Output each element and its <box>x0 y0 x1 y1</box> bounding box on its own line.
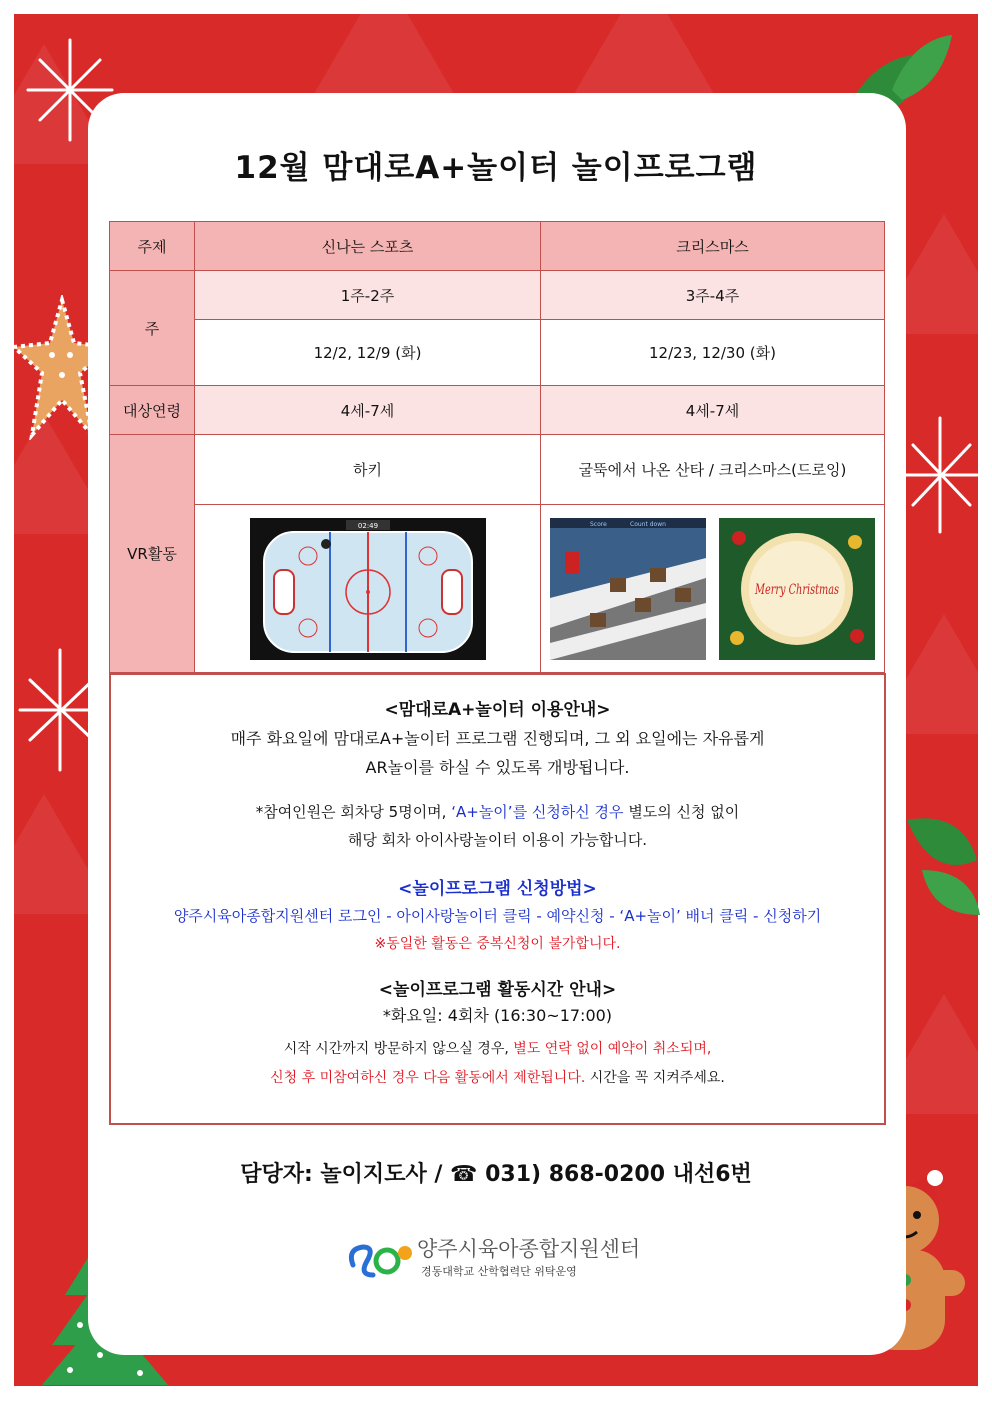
week-label: 주 <box>110 271 195 386</box>
participant-line-2: 해당 회차 아이사랑놀이터 이용이 가능합니다. <box>347 831 648 849</box>
usage-line-1: 매주 화요일에 맘대로A+놀이터 프로그램 진행되며, 그 외 요일에는 자유롭게 <box>230 729 765 748</box>
time-heading: <놀이프로그램 활동시간 안내> <box>378 980 617 1000</box>
merry-christmas-text: Merry Christmas <box>754 581 839 598</box>
logo-sub: 경동대학교 산학협력단 위탁운영 <box>421 1265 577 1278</box>
program-schedule-table <box>109 221 885 673</box>
holly-leaf-icon <box>902 800 982 920</box>
late-line-1 <box>111 1034 884 1064</box>
time-value: *화요일: 4회차 (16:30~17:00) <box>382 1006 613 1025</box>
frame-pattern <box>574 14 714 94</box>
topic-christmas: 크리스마스 <box>541 222 885 271</box>
contact-info: 담당자: 놀이지도사 / ☎ 031) 868-0200 내선6번 <box>240 1162 752 1187</box>
age-label: 대상연령 <box>110 386 195 435</box>
christmas-images-cell <box>541 505 885 673</box>
participant-prefix: *참여인원은 회차당 5명이며, <box>255 803 452 821</box>
santa-countdown: Count down <box>630 520 667 528</box>
page-title: 12월 맘대로A+놀이터 놀이프로그램 <box>234 150 758 186</box>
center-logo <box>345 1233 675 1283</box>
late-line-2 <box>111 1064 884 1092</box>
age-sports: 4세-7세 <box>195 386 541 435</box>
usage-heading: <맘대로A+놀이터 이용안내> <box>384 700 611 720</box>
participant-line-1 <box>111 798 884 826</box>
apply-warning: ※동일한 활동은 중복신청이 불가합니다. <box>374 936 621 952</box>
santa-chimney-image <box>550 518 706 660</box>
late-prefix: 시작 시간까지 방문하지 않으실 경우, <box>283 1041 514 1057</box>
merry-christmas-image <box>719 518 875 660</box>
late-line2-suffix: 시간을 꼭 지켜주세요. <box>585 1070 725 1086</box>
hockey-rink-image <box>250 518 486 660</box>
hockey-timer: 02:49 <box>357 521 378 530</box>
participant-highlight: ‘A+놀이’를 신청하신 경우 <box>451 803 624 821</box>
late-highlight: 별도 연락 없이 예약이 취소되며, <box>513 1041 712 1057</box>
frame-pattern <box>314 14 454 94</box>
usage-line-2: AR놀이를 하실 수 있도록 개방됩니다. <box>365 758 630 777</box>
week-range-christmas: 3주-4주 <box>541 271 885 320</box>
logo-name: 양주시육아종합지원센터 <box>417 1237 641 1261</box>
topic-label: 주제 <box>110 222 195 271</box>
dates-sports: 12/2, 12/9 (화) <box>195 320 541 386</box>
vr-label: VR활동 <box>110 435 195 673</box>
hockey-image-cell <box>195 505 541 673</box>
apply-steps: 양주시육아종합지원센터 로그인 - 아이사랑놀이터 클릭 - 예약신청 - ‘A+놀이’ 배너 클릭 - 신청하기 <box>173 907 822 925</box>
santa-score: Score <box>590 520 607 528</box>
vr-activity-hockey: 하키 <box>195 435 541 505</box>
participant-suffix: 별도의 신청 없이 <box>623 803 740 821</box>
logo-mark-icon <box>345 1235 413 1281</box>
age-christmas: 4세-7세 <box>541 386 885 435</box>
snowflake-icon <box>895 410 980 540</box>
week-range-sports: 1주-2주 <box>195 271 541 320</box>
topic-sports: 신나는 스포츠 <box>195 222 541 271</box>
notice-box <box>109 673 886 1125</box>
dates-christmas: 12/23, 12/30 (화) <box>541 320 885 386</box>
late-line2-highlight: 신청 후 미참여하신 경우 다음 활동에서 제한됩니다. <box>270 1070 586 1086</box>
apply-heading: <놀이프로그램 신청방법> <box>398 879 597 899</box>
vr-activity-christmas: 굴뚝에서 나온 산타 / 크리스마스(드로잉) <box>541 435 885 505</box>
